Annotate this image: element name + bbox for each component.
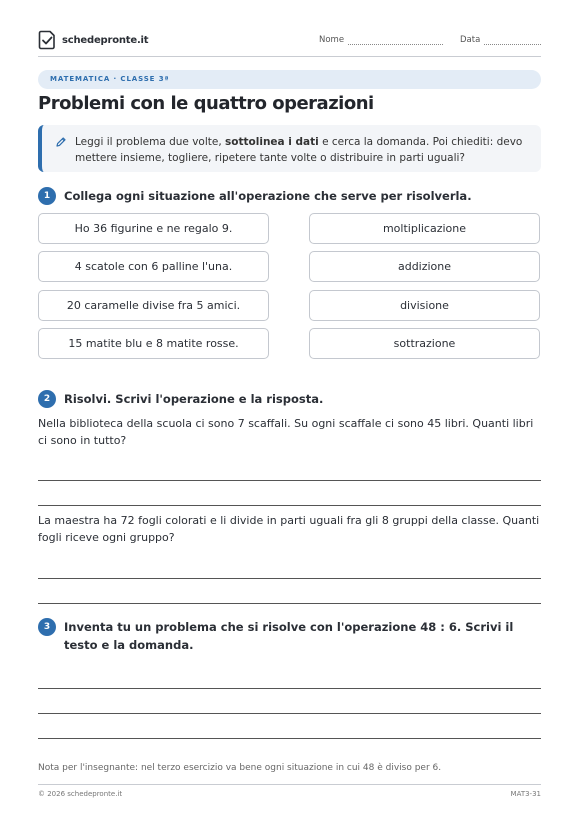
operation-box[interactable]: addizione <box>309 251 540 282</box>
footer-copyright: © 2026 schedepronte.it <box>38 790 123 798</box>
brand-logo <box>38 30 148 50</box>
subject-banner <box>38 70 541 89</box>
situation-box[interactable]: 4 scatole con 6 palline l'una. <box>38 251 269 282</box>
question-2-heading <box>38 390 323 408</box>
problem-b-text: La maestra ha 72 fogli colorati e li divide in parti uguali fra gli 8 gruppi della classe. Quanti fogli riceve ogni gruppo? <box>38 514 540 544</box>
answer-line[interactable] <box>38 505 541 506</box>
footer-divider <box>38 784 541 785</box>
situation-box[interactable]: 20 caramelle divise fra 5 amici. <box>38 290 269 321</box>
checked-document-icon <box>38 30 56 50</box>
situation-box[interactable]: 15 matite blu e 8 matite rosse. <box>38 328 269 359</box>
answer-line[interactable] <box>38 738 541 739</box>
operation-box[interactable]: sottrazione <box>309 328 540 359</box>
date-label: Data <box>460 35 481 45</box>
name-field[interactable] <box>319 35 443 45</box>
answer-line[interactable] <box>38 578 541 579</box>
instruction-tip <box>38 125 541 172</box>
subject-label: MATEMATICA · CLASSE 3ª <box>50 75 170 83</box>
question-3-heading <box>38 618 541 654</box>
page-header <box>38 30 541 54</box>
answer-line[interactable] <box>38 688 541 689</box>
problem-a-text: Nella biblioteca della scuola ci sono 7 scaffali. Su ogni scaffale ci sono 45 libri. Quanti libri ci sono in tutto? <box>38 417 534 447</box>
operation-box[interactable]: divisione <box>309 290 540 321</box>
pencil-icon <box>55 136 67 148</box>
question-1-text: Collega ogni situazione all'operazione che serve per risolverla. <box>64 189 472 203</box>
tip-highlight: sottolinea i dati <box>225 136 319 148</box>
answer-line[interactable] <box>38 480 541 481</box>
page-title: Problemi con le quattro operazioni <box>38 93 374 114</box>
question-1-heading <box>38 187 472 205</box>
question-number-badge: 2 <box>38 390 56 408</box>
name-label: Nome <box>319 35 345 45</box>
name-blank[interactable] <box>348 36 443 45</box>
teacher-note: Nota per l'insegnante: nel terzo esercizio va bene ogni situazione in cui 48 è diviso per 6. <box>38 763 442 773</box>
question-2-text: Risolvi. Scrivi l'operazione e la risposta. <box>64 392 324 406</box>
header-divider <box>38 56 541 57</box>
question-3-text: Inventa tu un problema che si risolve con l'operazione 48 : 6. Scrivi il testo e la domanda. <box>64 620 514 652</box>
answer-line[interactable] <box>38 713 541 714</box>
answer-line[interactable] <box>38 603 541 604</box>
question-number-badge: 3 <box>38 618 56 636</box>
operation-box[interactable]: moltiplicazione <box>309 213 540 244</box>
brand-name: schedepronte.it <box>62 34 149 46</box>
situation-box[interactable]: Ho 36 figurine e ne regalo 9. <box>38 213 269 244</box>
date-blank[interactable] <box>484 36 541 45</box>
tip-text: Leggi il problema due volte, sottolinea i dati e cerca la domanda. Poi chiediti: devo mettere insieme, togliere, ripetere tante volte o distribuire in parti uguali? <box>75 136 523 164</box>
date-field[interactable] <box>460 35 541 45</box>
question-number-badge: 1 <box>38 187 56 205</box>
footer-code: MAT3-31 <box>510 790 541 798</box>
